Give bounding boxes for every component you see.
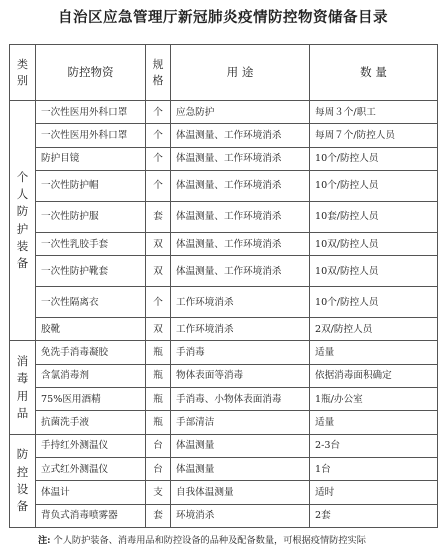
- item-use: 手消毒、小物体表面消毒: [171, 388, 310, 411]
- item-use: 体温测量、工作环境消杀: [171, 147, 310, 170]
- item-name: 一次性医用外科口罩: [36, 101, 146, 124]
- item-spec: 双: [146, 318, 171, 341]
- table-header-row: [10, 45, 438, 101]
- item-spec: 个: [146, 124, 171, 147]
- item-quantity: 10双/防控人员: [310, 256, 438, 287]
- table-row: [10, 504, 438, 527]
- footnote-label: 注:: [38, 535, 51, 546]
- table-row: [10, 411, 438, 434]
- table-row: [10, 457, 438, 480]
- table-row: [10, 287, 438, 318]
- item-spec: 套: [146, 504, 171, 527]
- item-use: 体温测量、工作环境消杀: [171, 170, 310, 201]
- item-spec: 个: [146, 170, 171, 201]
- item-name: 体温计: [36, 481, 146, 504]
- table-row: [10, 147, 438, 170]
- item-quantity: 10套/防控人员: [310, 201, 438, 232]
- item-name: 胶靴: [36, 318, 146, 341]
- item-quantity: 2-3台: [310, 434, 438, 457]
- item-spec: 瓶: [146, 411, 171, 434]
- item-name: 免洗手消毒凝胶: [36, 341, 146, 364]
- item-name: 75%医用酒精: [36, 388, 146, 411]
- item-use: 体温测量、工作环境消杀: [171, 256, 310, 287]
- item-use: 环境消杀: [171, 504, 310, 527]
- item-use: 手消毒: [171, 341, 310, 364]
- item-name: 一次性医用外科口罩: [36, 124, 146, 147]
- footnote: [38, 532, 444, 546]
- header-item: 防控物资: [36, 45, 146, 101]
- item-name: 防护目镜: [36, 147, 146, 170]
- item-name: 一次性防护服: [36, 201, 146, 232]
- header-category: 类别: [10, 45, 36, 101]
- supplies-table: [9, 44, 438, 528]
- item-spec: 个: [146, 147, 171, 170]
- category-cell: 防控设备: [10, 434, 36, 527]
- table-row: [10, 318, 438, 341]
- item-quantity: 每周７个/防控人员: [310, 124, 438, 147]
- table-row: [10, 124, 438, 147]
- table-row: [10, 256, 438, 287]
- item-name: 手持红外测温仪: [36, 434, 146, 457]
- table-row: [10, 170, 438, 201]
- item-name: 含氯消毒剂: [36, 364, 146, 387]
- item-quantity: 10个/防控人员: [310, 170, 438, 201]
- item-use: 自我体温测量: [171, 481, 310, 504]
- item-use: 工作环境消杀: [171, 287, 310, 318]
- item-quantity: 适时: [310, 481, 438, 504]
- table-row: [10, 341, 438, 364]
- item-quantity: 2套: [310, 504, 438, 527]
- item-spec: 个: [146, 287, 171, 318]
- category-cell: 消毒用品: [10, 341, 36, 434]
- table-row: [10, 434, 438, 457]
- item-quantity: 适量: [310, 411, 438, 434]
- item-use: 体温测量: [171, 457, 310, 480]
- table-row: [10, 481, 438, 504]
- table-row: [10, 232, 438, 255]
- table-row: [10, 388, 438, 411]
- item-quantity: 10双/防控人员: [310, 232, 438, 255]
- item-use: 体温测量、工作环境消杀: [171, 124, 310, 147]
- table-row: [10, 101, 438, 124]
- item-quantity: 10个/防控人员: [310, 287, 438, 318]
- item-name: 一次性防护帽: [36, 170, 146, 201]
- item-quantity: 1瓶/办公室: [310, 388, 438, 411]
- item-name: 一次性防护靴套: [36, 256, 146, 287]
- item-use: 体温测量、工作环境消杀: [171, 201, 310, 232]
- item-use: 应急防护: [171, 101, 310, 124]
- item-quantity: 10个/防控人员: [310, 147, 438, 170]
- item-name: 一次性隔离衣: [36, 287, 146, 318]
- item-quantity: 适量: [310, 341, 438, 364]
- item-use: 体温测量: [171, 434, 310, 457]
- item-quantity: 2双/防控人员: [310, 318, 438, 341]
- item-spec: 瓶: [146, 388, 171, 411]
- item-quantity: 依据消毒面积确定: [310, 364, 438, 387]
- item-use: 手部清洁: [171, 411, 310, 434]
- table-row: [10, 364, 438, 387]
- category-cell: 个人防护装备: [10, 101, 36, 341]
- item-use: 工作环境消杀: [171, 318, 310, 341]
- item-spec: 瓶: [146, 364, 171, 387]
- page-title: 自治区应急管理厅新冠肺炎疫情防控物资储备目录: [58, 10, 388, 26]
- footnote-text: 个人防护装备、消毒用品和防控设备的品种及配备数量，可根据疫情防控实际: [53, 535, 366, 546]
- item-spec: 套: [146, 201, 171, 232]
- item-name: 立式红外测温仪: [36, 457, 146, 480]
- item-spec: 瓶: [146, 341, 171, 364]
- item-spec: 双: [146, 256, 171, 287]
- item-spec: 支: [146, 481, 171, 504]
- header-quantity: 数 量: [310, 45, 438, 101]
- header-spec: 规格: [146, 45, 171, 101]
- item-spec: 双: [146, 232, 171, 255]
- item-use: 物体表面等消毒: [171, 364, 310, 387]
- item-spec: 台: [146, 457, 171, 480]
- item-quantity: 1台: [310, 457, 438, 480]
- item-name: 一次性乳胶手套: [36, 232, 146, 255]
- item-quantity: 每周３个/职工: [310, 101, 438, 124]
- item-name: 背负式消毒喷雾器: [36, 504, 146, 527]
- item-spec: 台: [146, 434, 171, 457]
- item-spec: 个: [146, 101, 171, 124]
- item-name: 抗菌洗手液: [36, 411, 146, 434]
- table-row: [10, 201, 438, 232]
- item-use: 体温测量、工作环境消杀: [171, 232, 310, 255]
- header-use: 用 途: [171, 45, 310, 101]
